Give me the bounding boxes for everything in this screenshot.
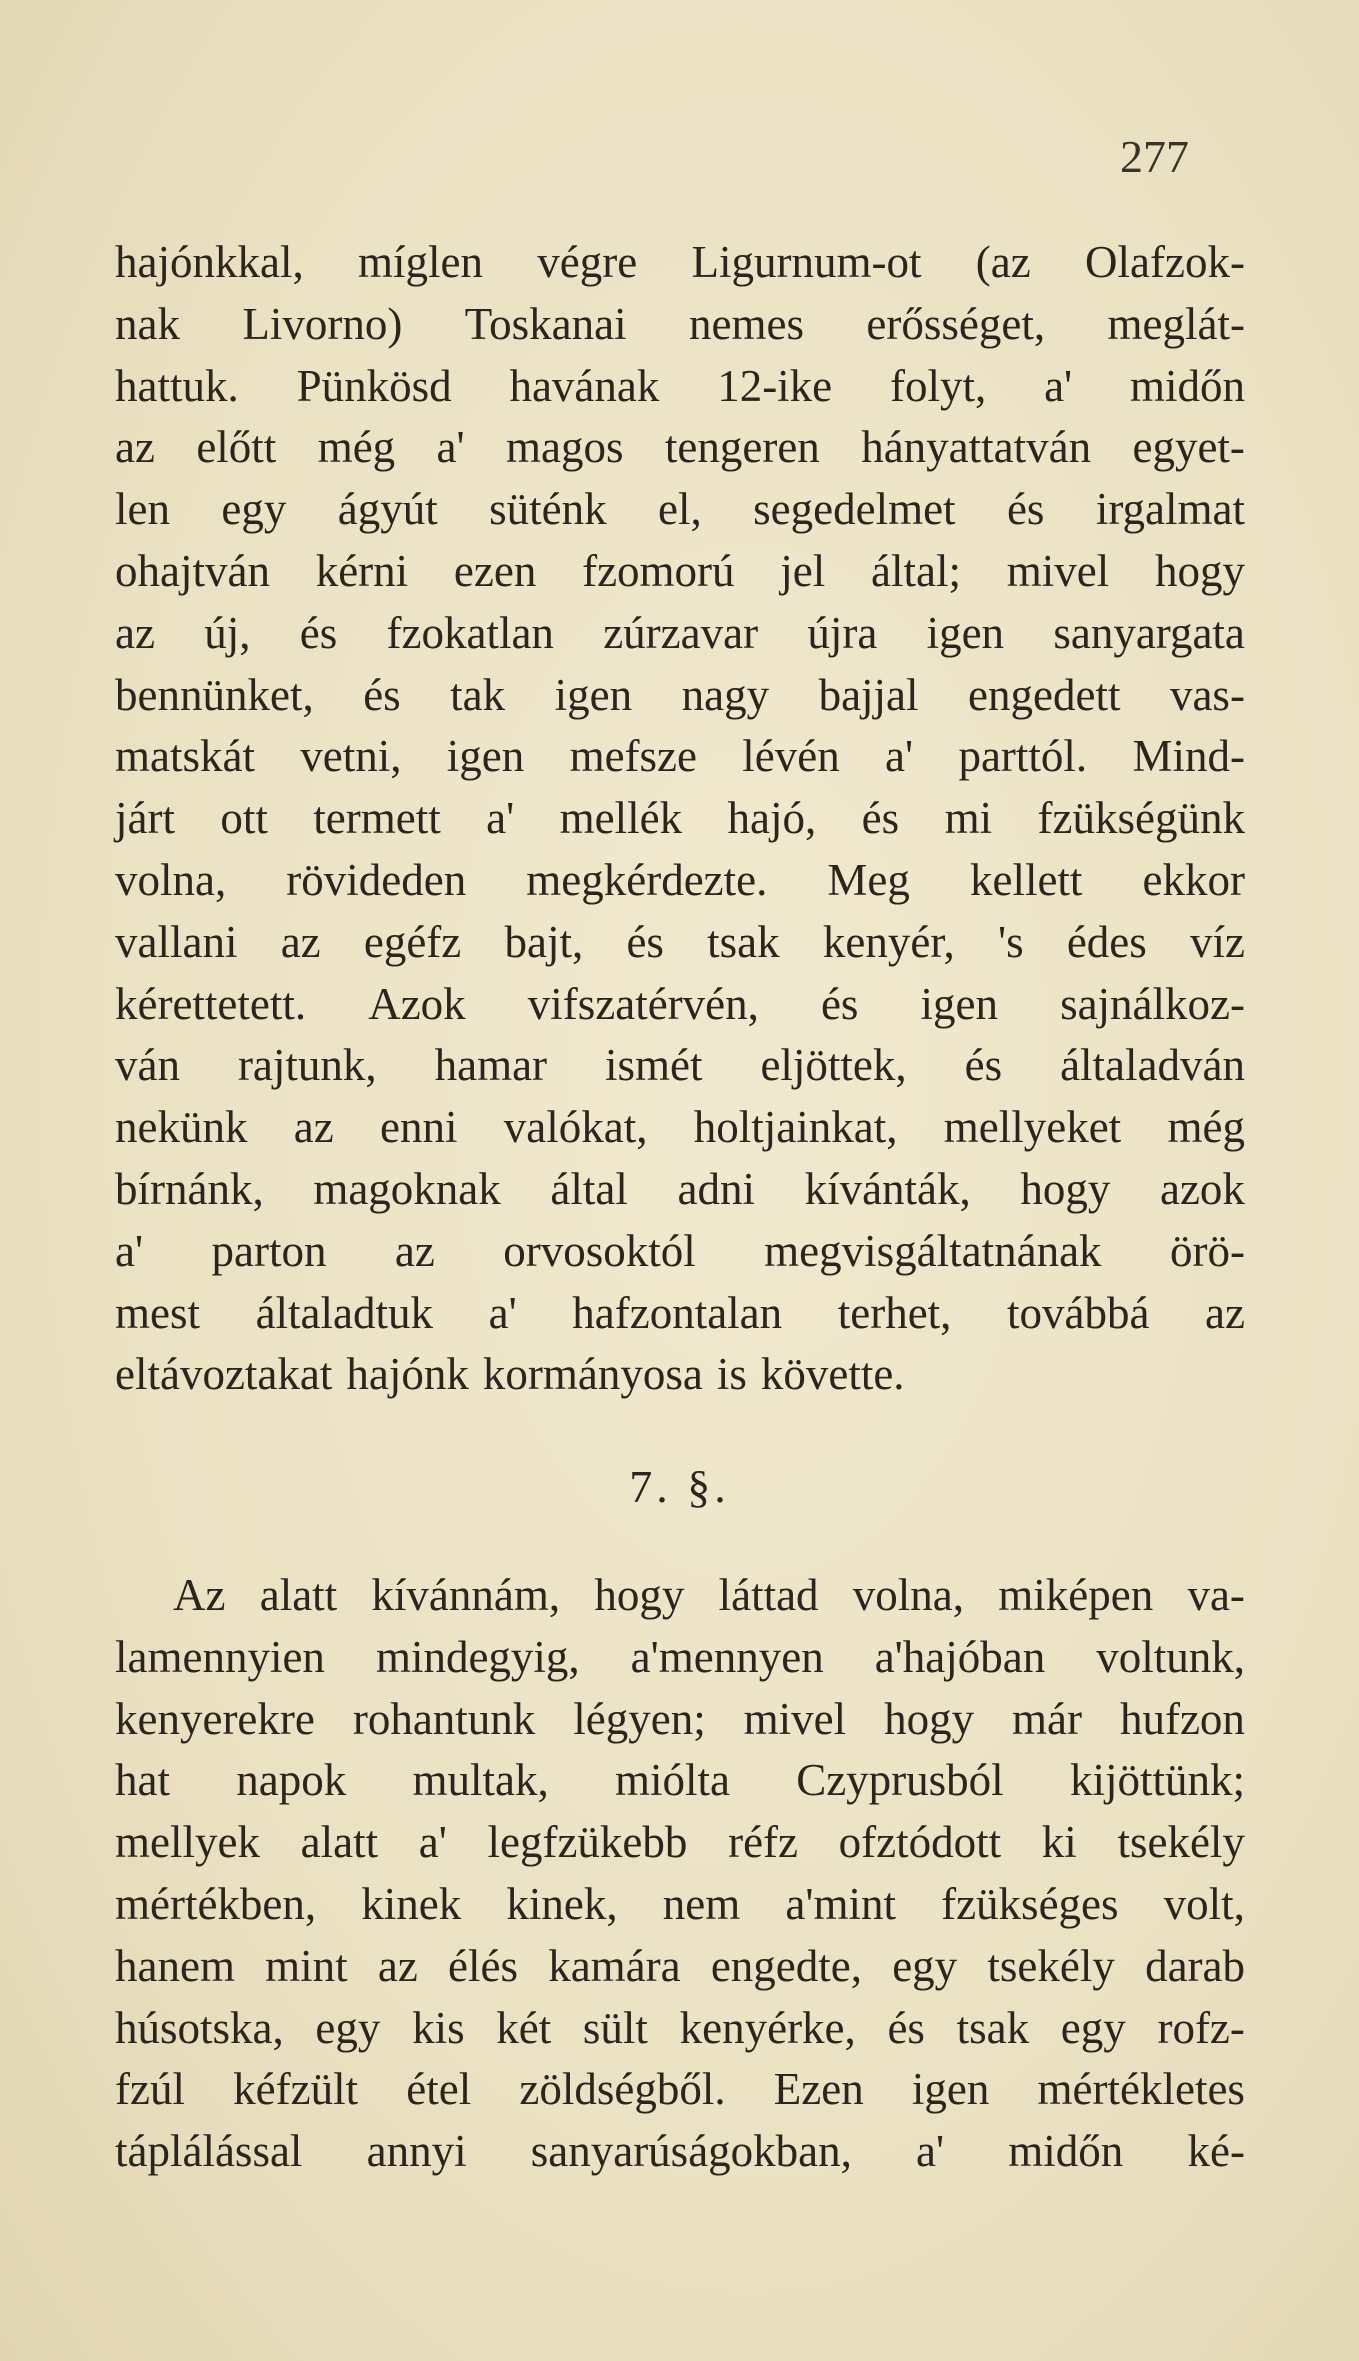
word: egy (221, 484, 287, 535)
word: valókat, (503, 1102, 648, 1153)
word: enni (380, 1102, 458, 1153)
word: a' (418, 1817, 447, 1868)
word: táplálással (115, 2126, 303, 2177)
text-line (115, 294, 1245, 356)
word: engedett (968, 669, 1121, 720)
word: nekünk (115, 1102, 248, 1153)
word: jel (780, 545, 826, 596)
word: kormányosa (482, 1349, 703, 1400)
word: kérni (315, 545, 409, 596)
word: vifszatérvén, (527, 978, 759, 1029)
text-line (115, 1159, 1245, 1221)
word: eltávoztakat (115, 1349, 333, 1400)
text-line (115, 232, 1245, 294)
word: örö- (1169, 1225, 1245, 1276)
text-line (115, 665, 1245, 727)
word: zöldségből. (519, 2064, 726, 2115)
text-line (115, 356, 1245, 418)
word: kívánták, (804, 1163, 971, 1214)
text-line (115, 541, 1245, 603)
word: kinek (361, 1878, 462, 1929)
word: rajtunk, (237, 1040, 377, 1091)
word: kéfzült (233, 2064, 359, 2115)
word: ofztódott (838, 1817, 1002, 1868)
word: még (1167, 1102, 1245, 1153)
word: fzükséges (941, 1878, 1119, 1929)
text-line (115, 1221, 1245, 1283)
word: ké- (1187, 2126, 1245, 2177)
word: Azok (368, 978, 466, 1029)
word: (az (975, 237, 1031, 287)
text-line (115, 1344, 1245, 1406)
word: rohantunk (352, 1693, 536, 1744)
word: és (626, 916, 664, 967)
word: a' (1044, 360, 1073, 411)
word: erősséget, (866, 298, 1046, 349)
word: igen (911, 2064, 990, 2115)
word: volna, (115, 854, 227, 905)
text-line (115, 1627, 1245, 1689)
word: általadtuk (255, 1287, 434, 1338)
word: két (496, 2002, 552, 2053)
word: va- (1187, 1570, 1245, 1620)
word: hogy (884, 1693, 975, 1744)
word: kenyerekre (115, 1693, 315, 1744)
word: orvosoktól (503, 1225, 696, 1276)
word: bennünket, (115, 669, 314, 720)
word: míglen (358, 237, 483, 287)
word: segedelmet (753, 484, 956, 535)
word: kinek, (506, 1878, 618, 1929)
word: mi (944, 793, 993, 844)
word: midőn (1008, 2126, 1124, 2177)
word: rövideden (286, 854, 467, 905)
word: igen (446, 731, 525, 782)
word: ott (220, 793, 268, 844)
word: is (716, 1349, 747, 1400)
word: Meg (827, 854, 910, 905)
word: Ligurnum-ot (691, 237, 922, 287)
word: igen (920, 978, 998, 1029)
word: egy (892, 1940, 958, 1991)
word: a' (486, 793, 515, 844)
word: kijöttünk; (1069, 1755, 1245, 1806)
word: adni (677, 1163, 755, 1214)
word: kenyér, (822, 916, 955, 967)
word: vas- (1169, 669, 1245, 720)
word: kamára (548, 1940, 681, 1991)
word: meglát- (1107, 298, 1245, 349)
text-line (115, 1283, 1245, 1345)
word: a' (916, 2126, 945, 2177)
word: fzúl (115, 2064, 185, 2115)
text-line (115, 726, 1245, 788)
word: sült (582, 2002, 648, 2053)
word: az (293, 1102, 334, 1153)
word: parton (211, 1225, 327, 1276)
text-line (115, 1874, 1245, 1936)
text-line (115, 603, 1245, 665)
word: által (550, 1163, 628, 1214)
word: a'mennyen (630, 1631, 824, 1682)
word: láttad (718, 1570, 819, 1620)
word: réfz (728, 1817, 798, 1868)
word: már (1012, 1693, 1083, 1744)
word: hajónkkal, (115, 237, 304, 287)
word: ohajtván (115, 545, 270, 596)
word: a' (885, 731, 914, 782)
word: mellyeket (943, 1102, 1122, 1153)
word: midőn (1129, 360, 1245, 411)
word: általadván (1060, 1040, 1245, 1091)
paragraph-1 (115, 232, 1245, 1406)
text-line (115, 417, 1245, 479)
word: a' (115, 1225, 144, 1276)
word: az (394, 1225, 435, 1276)
word: mellyek (115, 1817, 260, 1868)
word: hattuk. (115, 360, 239, 411)
text-line (115, 2059, 1245, 2121)
word: ki (1041, 1817, 1077, 1868)
word: továbbá (1007, 1287, 1150, 1338)
word: Pünkösd (296, 360, 452, 411)
word: és (861, 793, 900, 844)
word: Az (173, 1570, 226, 1620)
word: ismét (605, 1040, 703, 1091)
word: újra (807, 607, 878, 658)
word: legfzükebb (487, 1817, 688, 1868)
word: Toskanai (464, 298, 627, 349)
word: járt (115, 793, 175, 844)
word: az (377, 1940, 418, 1991)
text-line (115, 1689, 1245, 1751)
word: még (317, 422, 396, 473)
word: igen (926, 607, 1005, 658)
word: és (363, 669, 401, 720)
word: tsak (707, 916, 780, 967)
word: a'mint (785, 1878, 896, 1929)
word: a' (436, 422, 465, 473)
word: egy (315, 2002, 381, 2053)
word: a'hajóban (874, 1631, 1046, 1682)
word: lamennyien (115, 1631, 325, 1682)
word: magoknak (313, 1163, 501, 1214)
word: és (299, 607, 338, 658)
word: mértékben, (115, 1878, 317, 1929)
word: engedte, (710, 1940, 862, 1991)
word: zúrzavar (603, 607, 759, 658)
word: magos (506, 422, 624, 473)
word: hogy (1154, 545, 1245, 596)
word: hat (115, 1755, 170, 1806)
word: Czyprusból (796, 1755, 1004, 1806)
word: új, (204, 607, 251, 658)
word: sanyargata (1053, 607, 1245, 658)
word: hányattatván (861, 422, 1092, 473)
word: Mind- (1132, 731, 1245, 782)
word: kívánnám, (371, 1570, 561, 1620)
word: volt, (1163, 1878, 1245, 1929)
word: lévén (742, 731, 840, 782)
word: vetni, (300, 731, 402, 782)
word: tsak (956, 2002, 1030, 2053)
word: nak (115, 298, 180, 349)
word: megvisgáltatnának (764, 1225, 1102, 1276)
word: holtjainkat, (693, 1102, 898, 1153)
word: süténk (489, 484, 607, 535)
word: len (115, 484, 170, 535)
word: hanem (115, 1940, 235, 1991)
text-line (115, 1750, 1245, 1812)
word: mértékletes (1037, 2064, 1245, 2115)
word: víz (1190, 916, 1245, 967)
word: ágyút (337, 484, 438, 535)
word: multak, (412, 1755, 549, 1806)
text-line (115, 1998, 1245, 2060)
word: kenyérke, (679, 2002, 856, 2053)
word: parttól. (958, 731, 1088, 782)
word: bírnánk, (115, 1163, 264, 1214)
word: bajt, (504, 916, 584, 967)
word: édes (1066, 916, 1147, 967)
word: fzükségünk (1037, 793, 1245, 844)
text-line (115, 2121, 1245, 2183)
word: matskát (115, 731, 255, 782)
word: kellett (969, 854, 1083, 905)
word: alatt (259, 1570, 338, 1620)
word: miképen (998, 1570, 1154, 1620)
word: követte. (760, 1349, 905, 1400)
word: és (964, 1040, 1003, 1091)
paragraph-2 (115, 1565, 1245, 2183)
text-line (115, 850, 1245, 912)
text-line (115, 1097, 1245, 1159)
word: egy (1060, 2002, 1126, 2053)
word: hogy (1020, 1163, 1111, 1214)
word: folyt, (889, 360, 987, 411)
word: által; (871, 545, 961, 596)
word: az (115, 422, 155, 473)
word: azok (1159, 1163, 1245, 1214)
word: mindegyig, (375, 1631, 580, 1682)
word: Ezen (773, 2064, 864, 2115)
word: élés (448, 1940, 518, 1991)
word: húsotska, (115, 2002, 284, 2053)
word: sanyarúságokban, (530, 2126, 852, 2177)
word: napok (236, 1755, 347, 1806)
word: ván (115, 1040, 180, 1091)
word: tak (450, 669, 506, 720)
word: Olafzok- (1085, 237, 1245, 287)
word: igen (554, 669, 633, 720)
word: voltunk, (1096, 1631, 1245, 1682)
word: mivel (1006, 545, 1110, 596)
word: volna, (852, 1570, 965, 1620)
text-line (115, 974, 1245, 1036)
word: előtt (196, 422, 277, 473)
word: és (1006, 484, 1045, 535)
word: nem (662, 1878, 741, 1929)
word: megkérdezte. (526, 854, 768, 905)
word: hajónk (346, 1349, 469, 1400)
word: 's (997, 916, 1024, 967)
word: étel (406, 2064, 472, 2115)
page-number: 277 (1120, 131, 1189, 182)
text-line (115, 1035, 1245, 1097)
word: mefsze (569, 731, 697, 782)
word: rofz- (1157, 2002, 1245, 2053)
word: mint (265, 1940, 348, 1991)
word: Livorno) (242, 298, 403, 349)
word: el, (658, 484, 702, 535)
word: és (820, 978, 859, 1029)
word: bajjal (818, 669, 919, 720)
word: fzokatlan (386, 607, 554, 658)
word: eljöttek, (760, 1040, 907, 1091)
word: az (1205, 1287, 1245, 1338)
text-line (115, 1565, 1245, 1627)
word: alatt (300, 1817, 379, 1868)
section-heading: 7. §. (629, 1461, 730, 1512)
word: havának (509, 360, 660, 411)
word: 12-ike (717, 360, 833, 411)
word: irgalmat (1095, 484, 1245, 535)
word: a' (488, 1287, 517, 1338)
word: és (887, 2002, 925, 2053)
word: hajó, (727, 793, 817, 844)
word: mellék (559, 793, 683, 844)
word: egéfz (363, 916, 462, 967)
word: hamar (434, 1040, 548, 1091)
text-line (115, 912, 1245, 974)
word: kérettetett. (115, 978, 307, 1029)
word: az (115, 607, 155, 658)
word: tengeren (664, 422, 820, 473)
word: nagy (681, 669, 770, 720)
word: hafzontalan (572, 1287, 783, 1338)
word: tsekély (1117, 1817, 1245, 1868)
word: mest (115, 1287, 200, 1338)
word: végre (537, 237, 638, 287)
word: az (280, 916, 321, 967)
text-line (115, 1936, 1245, 1998)
word: hogy (594, 1570, 685, 1620)
text-line (115, 1812, 1245, 1874)
word: hufzon (1119, 1693, 1245, 1744)
word: légyen; (573, 1693, 706, 1744)
word: terhet, (837, 1287, 952, 1338)
word: egyet- (1132, 422, 1245, 473)
word: annyi (366, 2126, 467, 2177)
word: kis (412, 2002, 465, 2053)
word: miólta (614, 1755, 730, 1806)
word: vallani (115, 916, 238, 967)
word: termett (313, 793, 441, 844)
word: darab (1145, 1940, 1245, 1991)
word: nemes (689, 298, 804, 349)
word: ezen (453, 545, 537, 596)
text-line (115, 479, 1245, 541)
word: mivel (743, 1693, 847, 1744)
text-line (115, 788, 1245, 850)
word: tsekély (987, 1940, 1115, 1991)
word: fzomorú (582, 545, 735, 596)
word: sajnálkoz- (1060, 978, 1245, 1029)
word: ekkor (1142, 854, 1245, 905)
